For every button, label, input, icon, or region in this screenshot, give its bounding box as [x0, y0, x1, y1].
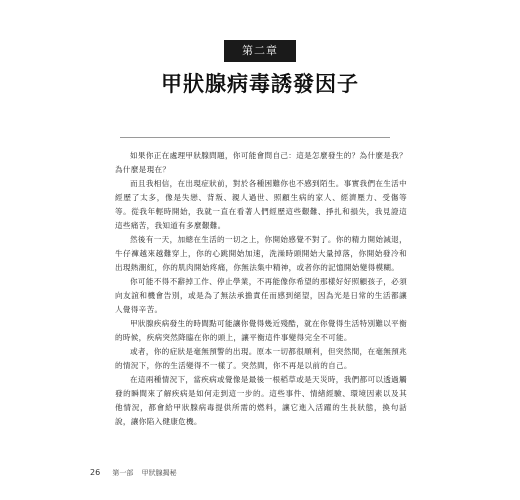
- paragraph: 而且我相信，在出現症狀前，對於各種困難你也不感到陌生。事實我們在生活中經歷了太多，像是失戀、背叛、親人過世、照顧生病的家人、經濟壓力、受傷等等。從我年輕時開始，我就一直在看著人們經歷這些艱難、掙扎和損失，我見證這這些痛苦，我知道有多麼艱難。: [115, 179, 407, 230]
- paragraph: 如果你正在處理甲狀腺問題，你可能會問自己：這是怎麼發生的？為什麼是我？為什麼是現在？: [115, 151, 407, 174]
- body-text: [115, 149, 407, 429]
- page-footer: [90, 468, 177, 478]
- paragraph: 你可能不得不辭掉工作、停止學業，不再能像你希望的那樣好好照顧孩子，必須向友誼和機會告別，或是為了無法承擔責任而感到絕望，因為光是日常的生活都讓人覺得辛苦。: [115, 277, 407, 314]
- chapter-label: 第二章: [224, 40, 296, 62]
- divider-rule: [120, 137, 390, 138]
- footer-section-label: 第一部: [112, 469, 134, 477]
- paragraph: 甲狀腺疾病發生的時間點可能讓你覺得幾近殘酷，就在你覺得生活特別難以平衡的時候，疾病突然降臨在你的頭上，讓平衡這件事變得完全不可能。: [115, 319, 407, 342]
- footer-book-title: 甲狀腺揭秘: [141, 469, 177, 477]
- paragraph: 或者，你的症狀是毫無預警的出現。原本一切都很順利，但突然間，在毫無預兆的情況下，你的生活變得不一樣了。突然間，你不再是以前的自己。: [115, 347, 407, 370]
- chapter-title: 甲狀腺病毒誘發因子: [161, 72, 359, 96]
- page-number: 26: [90, 468, 101, 477]
- paragraph: 在這兩種情況下，當疾病或覺像是最後一根稻草或是天災時，我們都可以透過觸發的瞬間來了解疾病是如何走到這一步的。這些事件、情緒經驗、環境因素以及其他情況，都會給甲狀腺病毒提供所需的燃料，讓它進入活躍的生長狀態，換句話說，讓你陷入健康危機。: [115, 375, 407, 426]
- paragraph: 然後有一天，加總在生活的一切之上，你開始感覺不對了。你的精力開始減退，牛仔褲越來越難穿上，你的心跳開始加速，洗澡時頭開始大量掉落，你開始發冷和出現熱潮紅，你的肌肉開始疼痛，你無法集中精神，或者你的記憶開始變得模糊。: [115, 235, 407, 272]
